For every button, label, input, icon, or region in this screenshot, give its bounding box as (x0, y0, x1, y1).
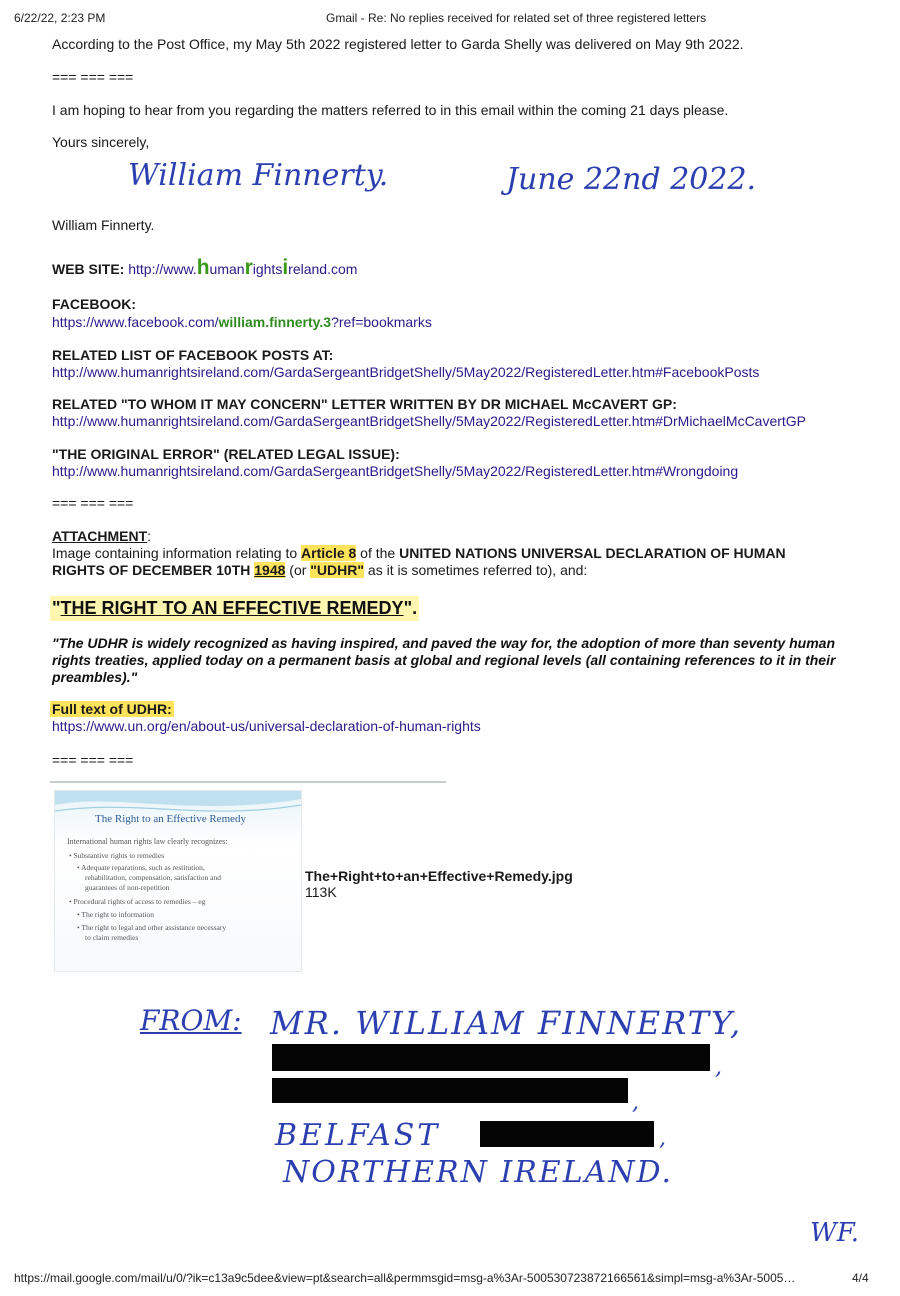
redaction-bar (272, 1078, 628, 1103)
thumbnail-line: rehabilitation, compensation, satisfaction and (85, 873, 222, 882)
thumbnail-line: • The right to information (77, 910, 155, 919)
thumbnail-line: • The right to legal and other assistance necessary (77, 923, 227, 932)
year-highlight: 1948 (254, 562, 286, 578)
print-datetime: 6/22/22, 2:23 PM (14, 11, 106, 25)
fulltext-label: Full text of UDHR: (52, 701, 172, 717)
related-letter-link[interactable]: http://www.humanrightsireland.com/GardaSergeantBridgetShelly/5May2022/RegisteredLetter.htm#DrMichaelMcCavertGP (52, 413, 807, 429)
thumbnail-line: • Procedural rights of access to remedies – eg (69, 897, 206, 906)
thumbnail-line: • Adequate reparations, such as restitution, (77, 863, 205, 872)
thumbnail-line: to claim remedies (85, 933, 139, 942)
handwritten-comma: , (632, 1090, 639, 1115)
related-posts-label: RELATED LIST OF FACEBOOK POSTS AT: (52, 347, 334, 363)
attachment-size: 113K (305, 884, 337, 900)
para-hoping: I am hoping to hear from you regarding the matters referred to in this email within the coming 21 days please. (52, 102, 729, 118)
handwritten-comma: , (659, 1126, 666, 1151)
original-error-label: "THE ORIGINAL ERROR" (RELATED LEGAL ISSUE): (52, 446, 400, 462)
related-posts-link[interactable]: http://www.humanrightsireland.com/GardaSergeantBridgetShelly/5May2022/RegisteredLetter.htm#FacebookPosts (52, 364, 760, 380)
website-line (52, 256, 357, 280)
handwritten-date: June 22nd 2022. (506, 162, 757, 197)
handwritten-country: NORTHERN IRELAND. (283, 1155, 674, 1190)
thumbnail-title: The Right to an Effective Remedy (95, 813, 247, 825)
signature-name: William Finnerty. (52, 217, 155, 233)
related-letter-label: RELATED "TO WHOM IT MAY CONCERN" LETTER WRITTEN BY DR MICHAEL McCAVERT GP: (52, 396, 677, 412)
udhr-highlight: "UDHR" (310, 562, 365, 578)
attachment-divider (50, 781, 446, 783)
udhr-quote: "The UDHR is widely recognized as having inspired, and paved the way for, the adoption of more than seventy human rights treaties, applied today on a permanent basis at global and regional levels (all containing references to it in their preambles)." (52, 635, 836, 685)
attachment-thumbnail[interactable] (54, 790, 302, 972)
attachment-filename[interactable]: The+Right+to+an+Effective+Remedy.jpg (305, 868, 573, 884)
fulltext-link[interactable]: https://www.un.org/en/about-us/universal-declaration-of-human-rights (52, 718, 481, 734)
website-label: WEB SITE: (52, 261, 125, 277)
handwritten-name: MR. WILLIAM FINNERTY, (270, 1004, 743, 1042)
para-post-office: According to the Post Office, my May 5th 2022 registered letter to Garda Shelly was delivered on May 9th 2022. (52, 36, 744, 52)
website-link[interactable]: http://www.humanrightsireland.com (128, 256, 358, 279)
facebook-label: FACEBOOK: (52, 296, 136, 312)
thumbnail-line: • Substantive rights to remedies (69, 851, 165, 860)
print-url: https://mail.google.com/mail/u/0/?ik=c13a9c5dee&view=pt&search=all&permmsgid=msg-a%3Ar-500530723872166561&simpl=msg-a%3Ar-5005… (14, 1271, 796, 1285)
closing: Yours sincerely, (52, 134, 150, 150)
attachment-line-2: RIGHTS OF DECEMBER 10TH 1948 (or "UDHR" as it is sometimes referred to), and: (52, 562, 588, 578)
thumbnail-line: guarantees of non-repetition (85, 883, 170, 892)
thumbnail-line: International human rights law clearly recognizes: (67, 837, 228, 846)
separator: === === === (52, 495, 134, 511)
original-error-link[interactable]: http://www.humanrightsireland.com/GardaSergeantBridgetShelly/5May2022/RegisteredLetter.htm#Wrongdoing (52, 463, 739, 479)
handwritten-from-label: FROM: (140, 1004, 242, 1037)
attachment-heading: ATTACHMENT: (52, 528, 152, 544)
handwritten-city: BELFAST (275, 1118, 441, 1153)
handwritten-comma: , (715, 1055, 722, 1080)
handwritten-initials: WF. (810, 1218, 859, 1248)
thumbnail-wave-decoration (55, 791, 301, 831)
article-8-highlight: Article 8 (301, 545, 357, 561)
separator: === === === (52, 69, 134, 85)
redaction-bar (272, 1044, 710, 1071)
remedy-heading: "THE RIGHT TO AN EFFECTIVE REMEDY". (50, 596, 419, 621)
attachment-line-1: Image containing information relating to Article 8 of the UNITED NATIONS UNIVERSAL DECLARATION OF HUMAN (52, 545, 786, 561)
handwritten-signature: William Finnerty. (128, 158, 389, 193)
print-title: Gmail - Re: No replies received for related set of three registered letters (326, 11, 707, 25)
redaction-bar (480, 1121, 654, 1147)
separator: === === === (52, 752, 134, 768)
facebook-link[interactable]: https://www.facebook.com/william.finnerty.3?ref=bookmarks (52, 314, 432, 330)
print-page-number: 4/4 (852, 1271, 869, 1285)
